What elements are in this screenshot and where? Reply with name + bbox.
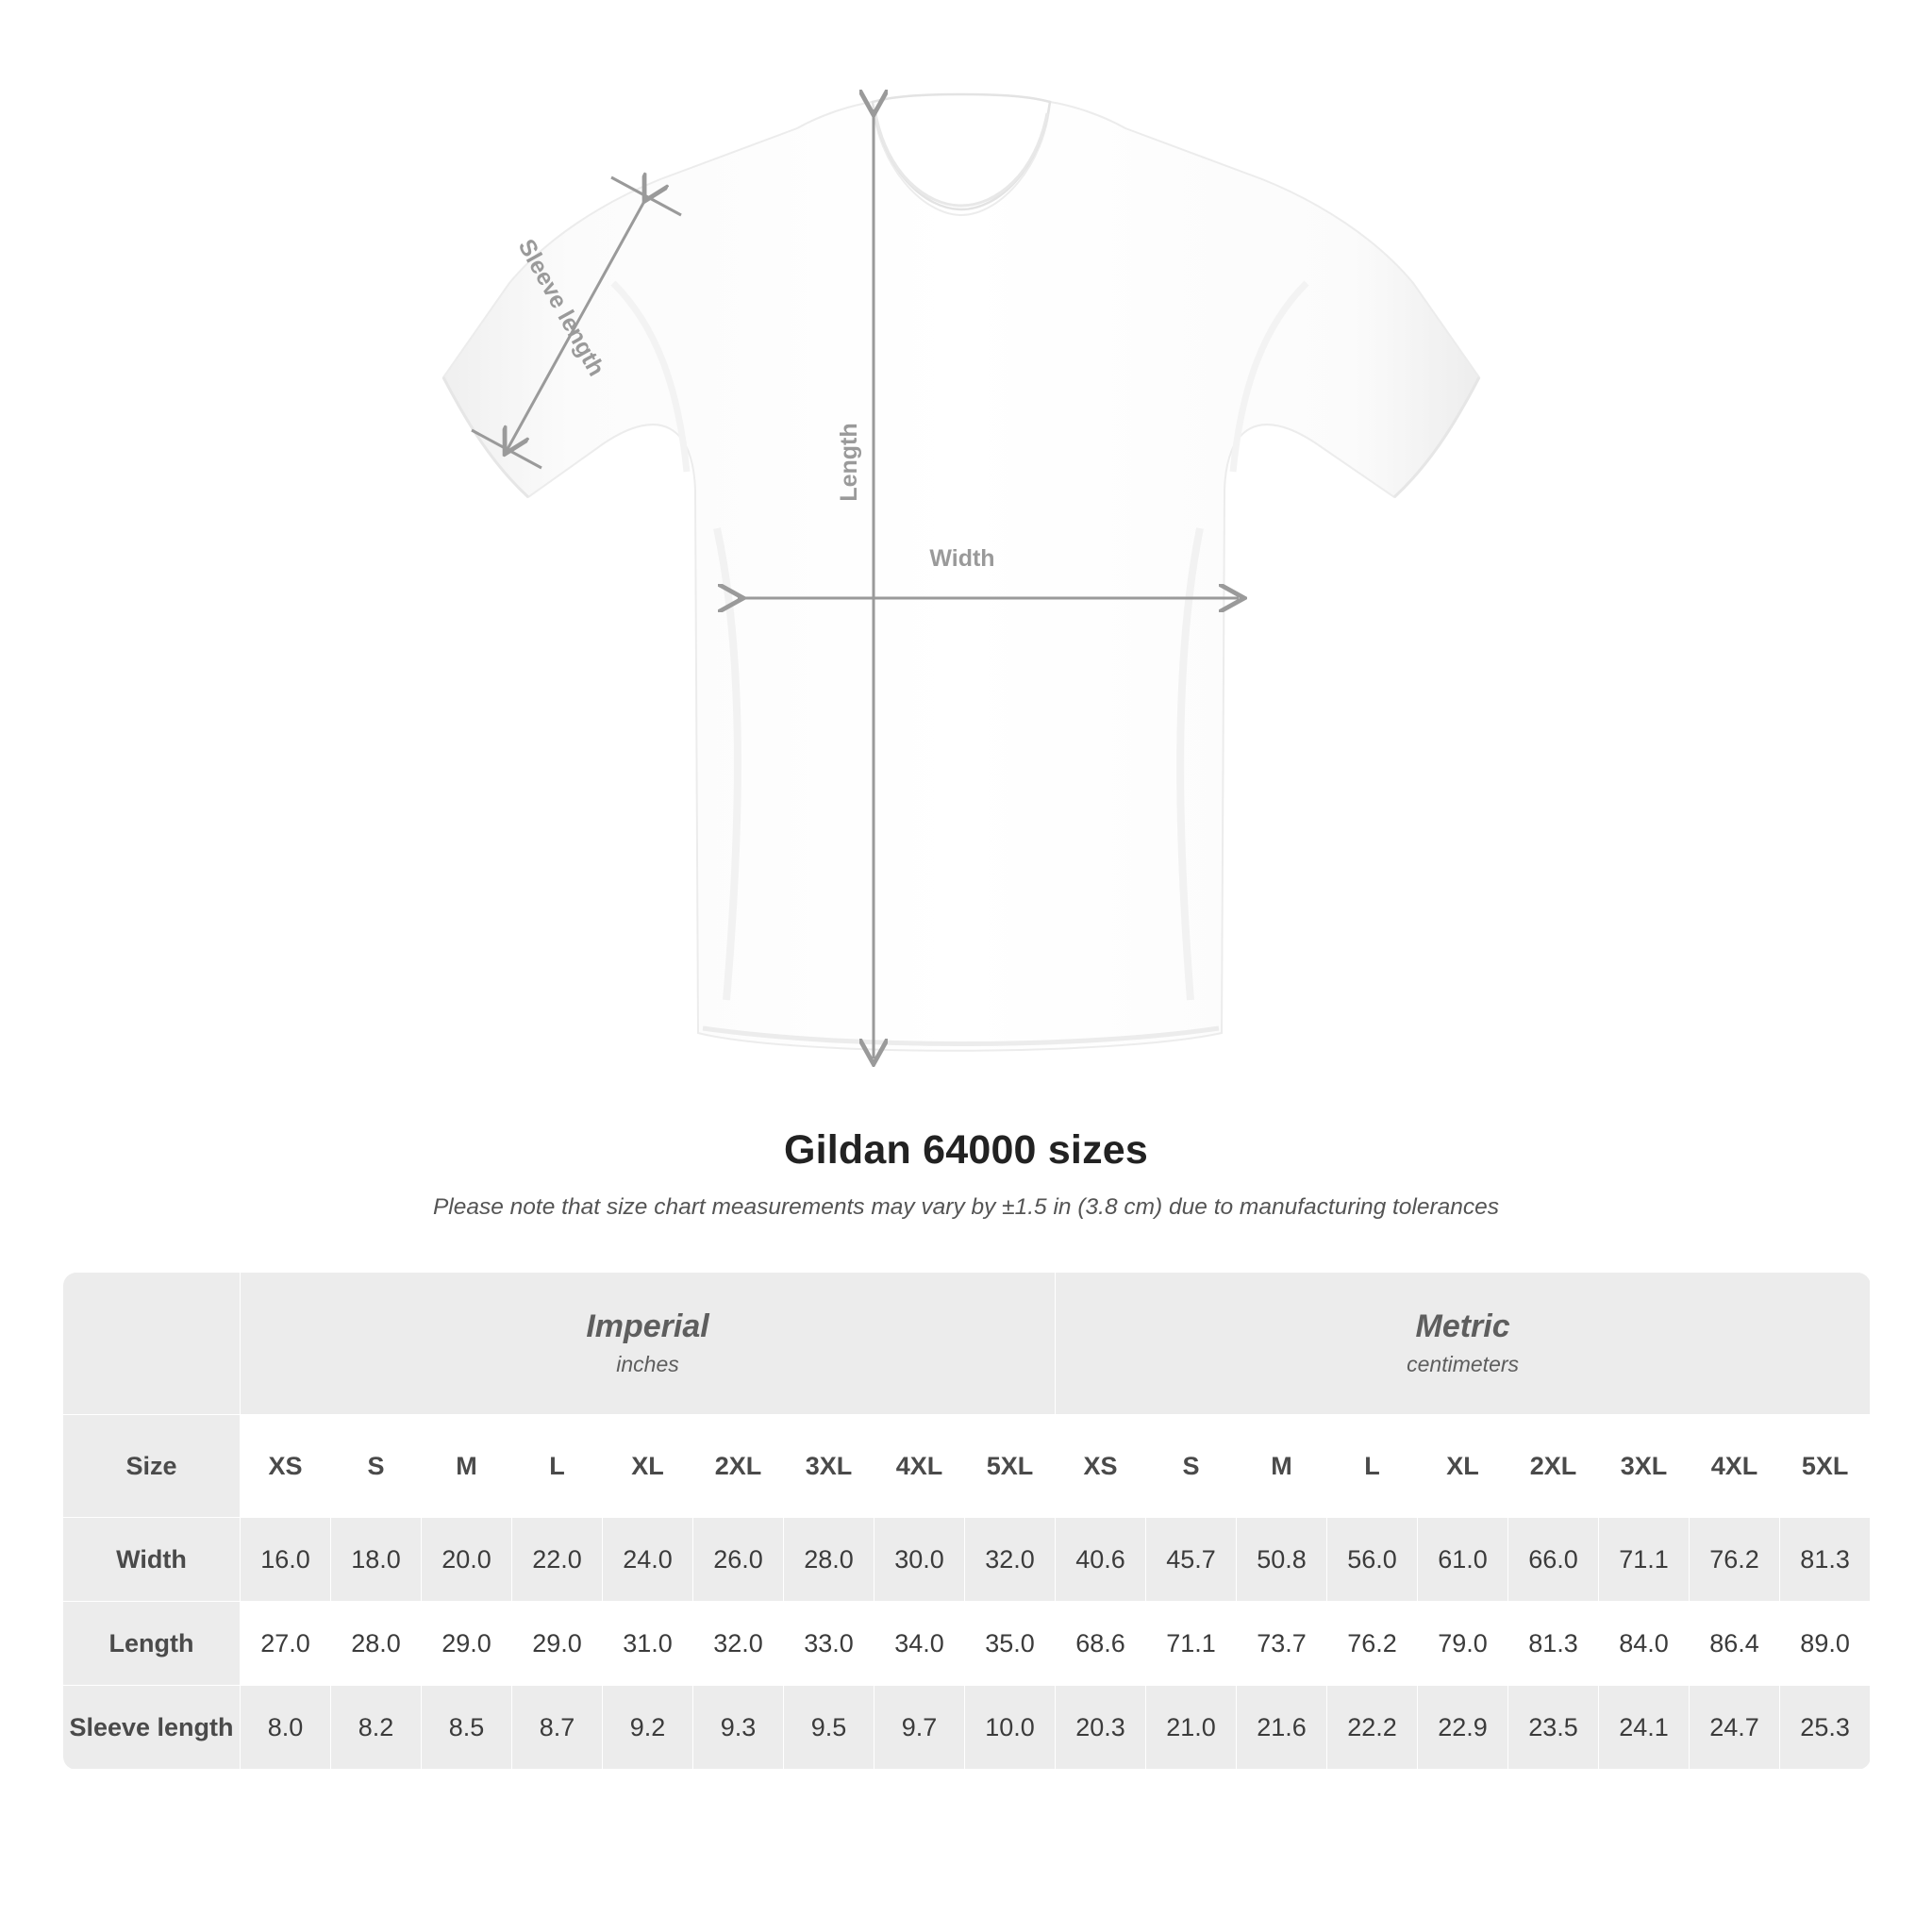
cell: 21.6 — [1237, 1686, 1327, 1770]
cell: 30.0 — [874, 1518, 965, 1602]
cell: 21.0 — [1146, 1686, 1237, 1770]
cell: 73.7 — [1237, 1602, 1327, 1686]
size-header-row — [63, 1415, 1871, 1518]
cell: 23.5 — [1508, 1686, 1599, 1770]
cell: 35.0 — [965, 1602, 1056, 1686]
cell: 68.6 — [1056, 1602, 1146, 1686]
cell: 9.7 — [874, 1686, 965, 1770]
cell: 20.0 — [422, 1518, 512, 1602]
cell: 84.0 — [1599, 1602, 1690, 1686]
size-table — [62, 1272, 1871, 1770]
cell: 76.2 — [1327, 1602, 1418, 1686]
size-header-cell: M — [422, 1415, 512, 1518]
row-label-length: Length — [63, 1602, 241, 1686]
cell: 45.7 — [1146, 1518, 1237, 1602]
cell: 27.0 — [241, 1602, 331, 1686]
tolerance-note: Please note that size chart measurements may vary by ±1.5 in (3.8 cm) due to manufacturing tolerances — [432, 1194, 1500, 1220]
cell: 66.0 — [1508, 1518, 1599, 1602]
cell: 20.3 — [1056, 1686, 1146, 1770]
table-row — [63, 1686, 1871, 1770]
cell: 8.2 — [331, 1686, 422, 1770]
size-header-cell: XS — [1056, 1415, 1146, 1518]
table-row — [63, 1602, 1871, 1686]
cell: 81.3 — [1780, 1518, 1871, 1602]
sleeve-length-label: Sleeve length — [512, 234, 610, 381]
cell: 28.0 — [784, 1518, 874, 1602]
unit-group-metric — [1056, 1273, 1871, 1415]
cell: 29.0 — [422, 1602, 512, 1686]
cell: 26.0 — [693, 1518, 784, 1602]
cell: 9.2 — [603, 1686, 693, 1770]
unit-header-row — [63, 1273, 1871, 1415]
shirt-shape — [443, 94, 1479, 1051]
size-header-cell: S — [1146, 1415, 1237, 1518]
size-header-cell: 5XL — [1780, 1415, 1871, 1518]
cell: 29.0 — [512, 1602, 603, 1686]
size-header-cell: XL — [603, 1415, 693, 1518]
size-header-cell: 2XL — [693, 1415, 784, 1518]
title-block — [0, 1127, 1932, 1221]
cell: 32.0 — [965, 1518, 1056, 1602]
unit-group-metric-sub: centimeters — [1407, 1352, 1520, 1377]
cell: 71.1 — [1146, 1602, 1237, 1686]
cell: 76.2 — [1690, 1518, 1780, 1602]
cell: 22.0 — [512, 1518, 603, 1602]
size-header-cell: M — [1237, 1415, 1327, 1518]
size-header-cell: 5XL — [965, 1415, 1056, 1518]
length-label: Length — [836, 423, 862, 502]
cell: 33.0 — [784, 1602, 874, 1686]
table-row — [63, 1518, 1871, 1602]
row-label-width: Width — [63, 1518, 241, 1602]
unit-group-imperial-name: Imperial — [586, 1307, 709, 1344]
cell: 61.0 — [1418, 1518, 1508, 1602]
cell: 79.0 — [1418, 1602, 1508, 1686]
row-label-sleeve-length: Sleeve length — [63, 1686, 241, 1770]
cell: 9.3 — [693, 1686, 784, 1770]
cell: 28.0 — [331, 1602, 422, 1686]
cell: 9.5 — [784, 1686, 874, 1770]
cell: 24.1 — [1599, 1686, 1690, 1770]
size-row-label: Size — [63, 1415, 241, 1518]
width-label: Width — [929, 545, 995, 572]
size-header-cell: 3XL — [1599, 1415, 1690, 1518]
size-header-cell: 3XL — [784, 1415, 874, 1518]
unit-group-imperial — [241, 1273, 1056, 1415]
size-header-cell: 4XL — [1690, 1415, 1780, 1518]
size-header-cell: L — [512, 1415, 603, 1518]
cell: 24.7 — [1690, 1686, 1780, 1770]
cell: 22.9 — [1418, 1686, 1508, 1770]
cell: 81.3 — [1508, 1602, 1599, 1686]
cell: 24.0 — [603, 1518, 693, 1602]
cell: 16.0 — [241, 1518, 331, 1602]
size-header-cell: 2XL — [1508, 1415, 1599, 1518]
cell: 10.0 — [965, 1686, 1056, 1770]
size-header-cell: XL — [1418, 1415, 1508, 1518]
unit-group-imperial-sub: inches — [616, 1352, 679, 1377]
cell: 22.2 — [1327, 1686, 1418, 1770]
cell: 8.7 — [512, 1686, 603, 1770]
size-header-cell: 4XL — [874, 1415, 965, 1518]
size-header-cell: L — [1327, 1415, 1418, 1518]
cell: 89.0 — [1780, 1602, 1871, 1686]
cell: 34.0 — [874, 1602, 965, 1686]
cell: 8.0 — [241, 1686, 331, 1770]
cell: 50.8 — [1237, 1518, 1327, 1602]
cell: 71.1 — [1599, 1518, 1690, 1602]
size-header-cell: S — [331, 1415, 422, 1518]
size-table-container — [62, 1272, 1870, 1770]
cell: 56.0 — [1327, 1518, 1418, 1602]
table-corner — [63, 1273, 241, 1415]
cell: 25.3 — [1780, 1686, 1871, 1770]
size-header-cell: XS — [241, 1415, 331, 1518]
cell: 86.4 — [1690, 1602, 1780, 1686]
cell: 32.0 — [693, 1602, 784, 1686]
page-title: Gildan 64000 sizes — [783, 1127, 1149, 1173]
cell: 18.0 — [331, 1518, 422, 1602]
cell: 8.5 — [422, 1686, 512, 1770]
cell: 31.0 — [603, 1602, 693, 1686]
unit-group-metric-name: Metric — [1415, 1307, 1510, 1344]
cell: 40.6 — [1056, 1518, 1146, 1602]
